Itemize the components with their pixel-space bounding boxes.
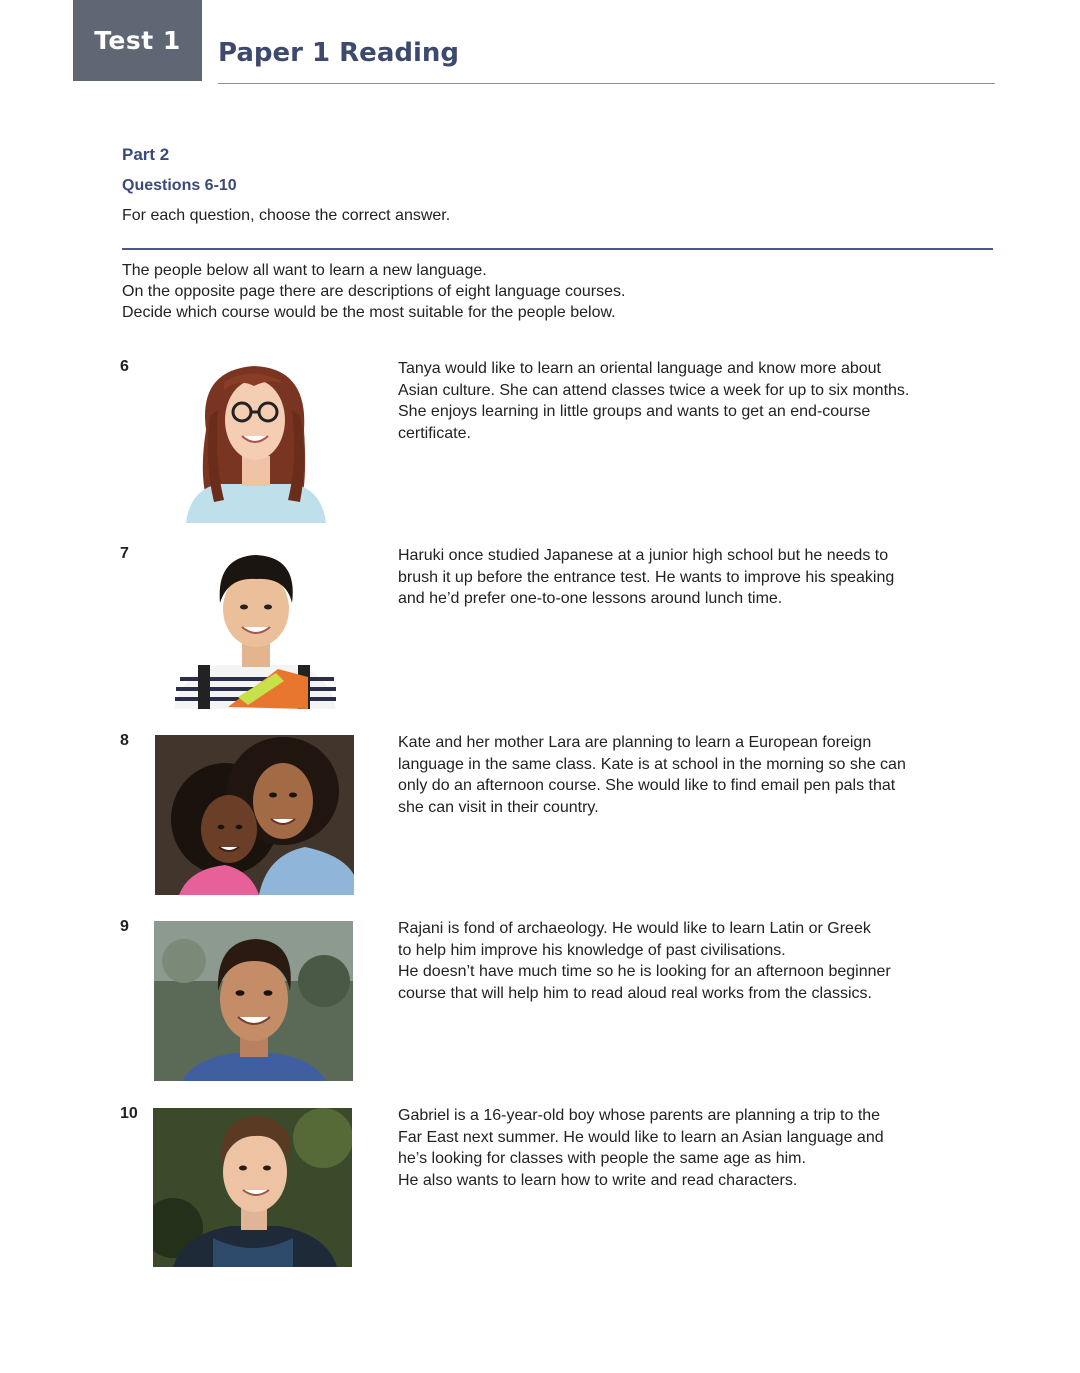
description-line: She enjoys learning in little groups and wants to get an end-course xyxy=(398,403,871,420)
person-description xyxy=(398,1105,988,1191)
intro-line: Decide which course would be the most suitable for the people below. xyxy=(122,304,616,321)
question-number: 10 xyxy=(120,1105,138,1122)
girl-with-glasses-photo xyxy=(158,360,357,523)
description-line: Gabriel is a 16-year-old boy whose parents are planning a trip to the xyxy=(398,1107,881,1124)
page-title: Paper 1 Reading xyxy=(218,38,460,68)
test-label: Test 1 xyxy=(73,0,202,81)
header-divider xyxy=(218,83,995,84)
person-description xyxy=(398,918,988,1004)
description-line: Asian culture. She can attend classes twice a week for up to six months. xyxy=(398,381,910,399)
teen-boy-photo xyxy=(153,1108,352,1267)
description-line: to help him improve his knowledge of past civilisations. xyxy=(398,941,786,959)
description-line: only do an afternoon course. She would like to find email pen pals that xyxy=(398,777,896,794)
intro-line: On the opposite page there are descriptions of eight language courses. xyxy=(122,283,626,300)
person-description xyxy=(398,732,988,818)
person-description xyxy=(398,358,988,444)
question-number: 8 xyxy=(120,732,129,749)
description-line: Rajani is fond of archaeology. He would like to learn Latin or Greek xyxy=(398,920,871,937)
description-line: certificate. xyxy=(398,424,471,442)
part-heading: Part 2 xyxy=(122,145,170,164)
mother-daughter-photo xyxy=(155,735,354,895)
description-line: he’s looking for classes with people the same age as him. xyxy=(398,1150,806,1167)
instruction-text: For each question, choose the correct answer. xyxy=(122,207,451,224)
question-number: 6 xyxy=(120,358,129,375)
person-description xyxy=(398,545,988,610)
description-line: course that will help him to read aloud real works from the classics. xyxy=(398,984,872,1002)
description-line: Far East next summer. He would like to learn an Asian language and xyxy=(398,1128,884,1146)
schoolboy-photo xyxy=(158,547,357,709)
description-line: Kate and her mother Lara are planning to learn a European foreign xyxy=(398,734,872,751)
questions-range: Questions 6-10 xyxy=(122,177,237,194)
description-line: He doesn’t have much time so he is looking for an afternoon beginner xyxy=(398,963,891,980)
description-line: language in the same class. Kate is at school in the morning so she can xyxy=(398,755,906,773)
description-line: brush it up before the entrance test. He wants to improve his speaking xyxy=(398,568,895,586)
description-line: He also wants to learn how to write and read characters. xyxy=(398,1171,798,1189)
intro-line: The people below all want to learn a new language. xyxy=(122,262,487,279)
description-line: Haruki once studied Japanese at a junior high school but he needs to xyxy=(398,547,889,564)
section-divider xyxy=(122,248,993,250)
description-line: she can visit in their country. xyxy=(398,798,599,816)
question-number: 9 xyxy=(120,918,129,935)
description-line: Tanya would like to learn an oriental language and know more about xyxy=(398,360,881,377)
intro-text xyxy=(122,260,982,323)
question-number: 7 xyxy=(120,545,129,562)
young-man-photo xyxy=(154,921,353,1081)
description-line: and he’d prefer one-to-one lessons around lunch time. xyxy=(398,590,783,607)
